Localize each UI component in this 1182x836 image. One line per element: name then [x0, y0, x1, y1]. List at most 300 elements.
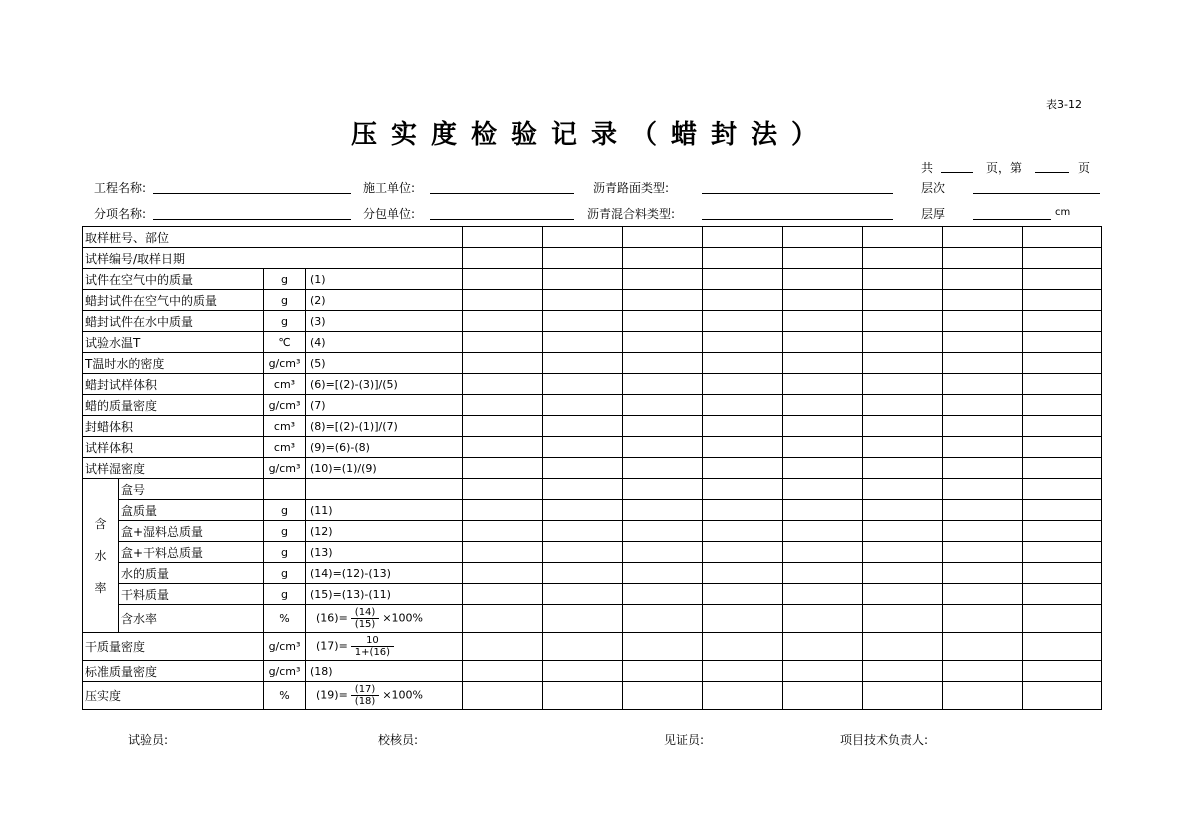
row-unit: g [264, 563, 306, 584]
data-cell[interactable] [463, 542, 543, 563]
row-formula: (15)=(13)-(11) [306, 584, 463, 605]
formula-prefix: (19)= [316, 688, 348, 702]
page-current-field[interactable] [1035, 172, 1069, 173]
data-cell[interactable] [623, 682, 703, 710]
data-cell[interactable] [863, 605, 943, 633]
data-cell[interactable] [463, 416, 543, 437]
row-label: 取样桩号、部位 [83, 227, 463, 248]
row-label: 试样湿密度 [83, 458, 264, 479]
data-cell[interactable] [623, 311, 703, 332]
data-cell[interactable] [783, 332, 863, 353]
row-label: 蜡封试件在水中质量 [83, 311, 264, 332]
row-unit: ℃ [264, 332, 306, 353]
data-cell[interactable] [463, 500, 543, 521]
data-cell[interactable] [863, 584, 943, 605]
data-cell[interactable] [463, 479, 543, 500]
data-cell[interactable] [863, 458, 943, 479]
row-unit: % [264, 605, 306, 633]
data-cell[interactable] [1023, 416, 1102, 437]
tech-lead-label: 项目技术负责人: [840, 733, 929, 747]
data-cell[interactable] [863, 374, 943, 395]
data-cell[interactable] [543, 605, 623, 633]
data-cell[interactable] [543, 311, 623, 332]
mix-type-field[interactable] [702, 219, 893, 220]
data-cell[interactable] [783, 479, 863, 500]
group-char: 水 [94, 548, 107, 563]
data-cell[interactable] [1023, 374, 1102, 395]
data-cell[interactable] [463, 290, 543, 311]
data-cell[interactable] [863, 437, 943, 458]
data-cell[interactable] [703, 353, 783, 374]
data-cell[interactable] [863, 269, 943, 290]
data-cell[interactable] [863, 248, 943, 269]
data-cell[interactable] [463, 661, 543, 682]
data-cell[interactable] [783, 395, 863, 416]
data-cell[interactable] [703, 374, 783, 395]
row-unit: cm³ [264, 374, 306, 395]
data-cell[interactable] [543, 682, 623, 710]
data-cell[interactable] [863, 353, 943, 374]
data-cell[interactable] [1023, 542, 1102, 563]
data-cell[interactable] [783, 290, 863, 311]
data-cell[interactable] [623, 269, 703, 290]
table-row [83, 437, 1102, 458]
data-cell[interactable] [1023, 248, 1102, 269]
pavement-type-label: 沥青路面类型: [593, 181, 670, 195]
data-cell[interactable] [703, 605, 783, 633]
row-formula: (8)=[(2)-(1)]/(7) [306, 416, 463, 437]
data-cell[interactable] [943, 563, 1023, 584]
data-cell[interactable] [543, 374, 623, 395]
sub-unit-field[interactable] [430, 219, 574, 220]
data-cell[interactable] [703, 395, 783, 416]
data-cell[interactable] [623, 542, 703, 563]
data-cell[interactable] [783, 269, 863, 290]
data-cell[interactable] [463, 521, 543, 542]
data-cell[interactable] [623, 416, 703, 437]
table-row [83, 542, 1102, 563]
row-unit: g [264, 269, 306, 290]
data-cell[interactable] [943, 395, 1023, 416]
data-cell[interactable] [943, 682, 1023, 710]
data-cell[interactable] [703, 542, 783, 563]
water-rate-row [83, 605, 1102, 633]
data-cell[interactable] [1023, 311, 1102, 332]
row-formula: (1) [306, 269, 463, 290]
fraction-numerator: 10 [351, 635, 394, 647]
row-label: T温时水的密度 [83, 353, 264, 374]
data-cell[interactable] [543, 437, 623, 458]
data-cell[interactable] [1023, 521, 1102, 542]
data-cell[interactable] [463, 353, 543, 374]
data-cell[interactable] [463, 633, 543, 661]
data-cell[interactable] [943, 311, 1023, 332]
data-cell[interactable] [623, 458, 703, 479]
data-cell[interactable] [703, 437, 783, 458]
row-unit: g [264, 311, 306, 332]
data-cell[interactable] [943, 542, 1023, 563]
row-label: 干质量密度 [83, 633, 264, 661]
data-cell[interactable] [543, 227, 623, 248]
data-cell[interactable] [783, 458, 863, 479]
sample-location-row [83, 227, 1102, 248]
thickness-unit: cm [1055, 207, 1071, 218]
row-unit: g [264, 584, 306, 605]
page-sep-label: 页，第 [986, 161, 1023, 175]
row-label: 试样体积 [83, 437, 264, 458]
row-label: 封蜡体积 [83, 416, 264, 437]
data-cell[interactable] [543, 395, 623, 416]
page-end-label: 页 [1078, 161, 1091, 175]
data-cell[interactable] [863, 227, 943, 248]
data-cell[interactable] [543, 521, 623, 542]
row-formula [306, 605, 463, 633]
data-cell[interactable] [1023, 332, 1102, 353]
witness-label: 见证员: [664, 733, 705, 747]
data-cell[interactable] [463, 248, 543, 269]
data-cell[interactable] [863, 563, 943, 584]
data-cell[interactable] [543, 458, 623, 479]
row-unit: cm³ [264, 437, 306, 458]
table-row [83, 374, 1102, 395]
data-cell[interactable] [943, 269, 1023, 290]
data-cell[interactable] [943, 605, 1023, 633]
data-cell[interactable] [1023, 479, 1102, 500]
table-row [83, 311, 1102, 332]
row-label: 盒质量 [119, 500, 264, 521]
data-cell[interactable] [1023, 437, 1102, 458]
table-row [83, 521, 1102, 542]
data-cell[interactable] [623, 633, 703, 661]
data-cell[interactable] [1023, 605, 1102, 633]
data-cell[interactable] [463, 395, 543, 416]
data-cell[interactable] [703, 500, 783, 521]
data-cell[interactable] [863, 500, 943, 521]
data-cell[interactable] [623, 332, 703, 353]
data-cell[interactable] [863, 395, 943, 416]
row-formula: (12) [306, 521, 463, 542]
sub-item-field[interactable] [153, 219, 351, 220]
data-cell[interactable] [863, 311, 943, 332]
data-cell[interactable] [783, 563, 863, 584]
data-cell[interactable] [1023, 584, 1102, 605]
data-cell[interactable] [623, 661, 703, 682]
data-cell[interactable] [1023, 563, 1102, 584]
data-cell[interactable] [463, 584, 543, 605]
row-label: 蜡封试件在空气中的质量 [83, 290, 264, 311]
data-cell[interactable] [703, 227, 783, 248]
row-unit: g [264, 542, 306, 563]
row-formula: (10)=(1)/(9) [306, 458, 463, 479]
group-char: 率 [94, 580, 107, 595]
row-formula: (11) [306, 500, 463, 521]
data-cell[interactable] [703, 479, 783, 500]
data-cell[interactable] [703, 332, 783, 353]
sub-item-label: 分项名称: [94, 207, 147, 221]
data-cell[interactable] [543, 353, 623, 374]
construction-unit-label: 施工单位: [363, 181, 416, 195]
record-table [82, 226, 1102, 710]
row-unit: g [264, 521, 306, 542]
data-cell[interactable] [783, 521, 863, 542]
row-formula: (9)=(6)-(8) [306, 437, 463, 458]
row-formula: (7) [306, 395, 463, 416]
data-cell[interactable] [703, 661, 783, 682]
data-cell[interactable] [783, 248, 863, 269]
data-cell[interactable] [543, 661, 623, 682]
data-cell[interactable] [543, 500, 623, 521]
data-cell[interactable] [703, 416, 783, 437]
data-cell[interactable] [463, 682, 543, 710]
fraction-denominator: 1+(16) [354, 647, 391, 658]
checker-label: 校核员: [378, 733, 419, 747]
layer-label: 层次 [921, 181, 946, 195]
data-cell[interactable] [543, 563, 623, 584]
row-label: 水的质量 [119, 563, 264, 584]
data-cell[interactable] [783, 437, 863, 458]
row-label: 含水率 [119, 605, 264, 633]
table-row [83, 332, 1102, 353]
data-cell[interactable] [943, 416, 1023, 437]
row-formula: (5) [306, 353, 463, 374]
data-cell[interactable] [543, 416, 623, 437]
row-formula: (18) [306, 661, 463, 682]
data-cell[interactable] [703, 290, 783, 311]
data-cell[interactable] [623, 395, 703, 416]
data-cell[interactable] [943, 437, 1023, 458]
row-label: 干料质量 [119, 584, 264, 605]
mix-type-label: 沥青混合料类型: [587, 207, 676, 221]
data-cell[interactable] [783, 353, 863, 374]
data-cell[interactable] [783, 311, 863, 332]
data-cell[interactable] [543, 290, 623, 311]
row-unit: % [264, 682, 306, 710]
data-cell[interactable] [943, 661, 1023, 682]
data-cell[interactable] [943, 479, 1023, 500]
table-row [83, 269, 1102, 290]
data-cell[interactable] [703, 311, 783, 332]
thickness-field[interactable] [973, 219, 1051, 220]
table-row [83, 563, 1102, 584]
data-cell[interactable] [783, 500, 863, 521]
data-cell[interactable] [863, 682, 943, 710]
table-row [83, 353, 1102, 374]
data-cell[interactable] [463, 437, 543, 458]
data-cell[interactable] [1023, 395, 1102, 416]
data-cell[interactable] [703, 682, 783, 710]
data-cell[interactable] [783, 682, 863, 710]
compaction-row [83, 682, 1102, 710]
data-cell[interactable] [623, 374, 703, 395]
data-cell[interactable] [623, 353, 703, 374]
data-cell[interactable] [943, 248, 1023, 269]
group-char: 含 [94, 516, 107, 531]
data-cell[interactable] [543, 479, 623, 500]
dry-density-row [83, 633, 1102, 661]
data-cell[interactable] [1023, 458, 1102, 479]
water-content-group-label [83, 479, 119, 633]
data-cell[interactable] [943, 500, 1023, 521]
data-cell[interactable] [943, 290, 1023, 311]
data-cell[interactable] [463, 269, 543, 290]
data-cell[interactable] [1023, 633, 1102, 661]
data-cell[interactable] [623, 290, 703, 311]
data-cell[interactable] [543, 584, 623, 605]
data-cell[interactable] [703, 563, 783, 584]
row-unit: g/cm³ [264, 458, 306, 479]
data-cell[interactable] [1023, 269, 1102, 290]
row-label: 蜡的质量密度 [83, 395, 264, 416]
data-cell[interactable] [783, 633, 863, 661]
data-cell[interactable] [943, 458, 1023, 479]
data-cell[interactable] [863, 542, 943, 563]
row-formula [306, 479, 463, 500]
row-label: 试验水温T [83, 332, 264, 353]
pavement-type-field[interactable] [702, 193, 893, 194]
data-cell[interactable] [1023, 353, 1102, 374]
page-total-label: 共 [921, 161, 934, 175]
data-cell[interactable] [623, 227, 703, 248]
table-row [83, 584, 1102, 605]
fraction-numerator: (17) [351, 684, 380, 696]
data-cell[interactable] [783, 661, 863, 682]
row-label: 盒+湿料总质量 [119, 521, 264, 542]
data-cell[interactable] [863, 633, 943, 661]
formula-suffix: ×100% [382, 688, 423, 702]
formula-suffix: ×100% [382, 611, 423, 625]
layer-field[interactable] [973, 193, 1100, 194]
data-cell[interactable] [863, 332, 943, 353]
data-cell[interactable] [623, 563, 703, 584]
row-unit: g/cm³ [264, 633, 306, 661]
data-cell[interactable] [463, 374, 543, 395]
row-unit: g [264, 500, 306, 521]
page-title: 压实度检验记录（蜡封法） [350, 120, 831, 150]
row-unit: g/cm³ [264, 661, 306, 682]
data-cell[interactable] [543, 248, 623, 269]
data-cell[interactable] [623, 479, 703, 500]
row-formula: (4) [306, 332, 463, 353]
row-label: 压实度 [83, 682, 264, 710]
data-cell[interactable] [703, 269, 783, 290]
row-formula: (6)=[(2)-(3)]/(5) [306, 374, 463, 395]
data-cell[interactable] [943, 584, 1023, 605]
standard-density-row [83, 661, 1102, 682]
data-cell[interactable] [943, 374, 1023, 395]
data-cell[interactable] [943, 633, 1023, 661]
data-cell[interactable] [463, 332, 543, 353]
data-cell[interactable] [1023, 661, 1102, 682]
row-label: 试件在空气中的质量 [83, 269, 264, 290]
data-cell[interactable] [463, 458, 543, 479]
data-cell[interactable] [863, 290, 943, 311]
data-cell[interactable] [1023, 227, 1102, 248]
row-unit: g [264, 290, 306, 311]
formula-fraction [351, 607, 380, 630]
fraction-denominator: (18) [354, 696, 376, 707]
sample-id-row [83, 248, 1102, 269]
data-cell[interactable] [543, 269, 623, 290]
form-code: 表3-12 [1046, 98, 1082, 111]
box-number-row [83, 479, 1102, 500]
formula-fraction [351, 635, 394, 658]
data-cell[interactable] [623, 500, 703, 521]
table-row [83, 290, 1102, 311]
row-unit: g/cm³ [264, 353, 306, 374]
thickness-label: 层厚 [921, 207, 946, 221]
data-cell[interactable] [623, 605, 703, 633]
formula-prefix: (17)= [316, 639, 348, 653]
row-formula: (14)=(12)-(13) [306, 563, 463, 584]
table-row [83, 458, 1102, 479]
data-cell[interactable] [783, 584, 863, 605]
data-cell[interactable] [463, 311, 543, 332]
project-name-field[interactable] [153, 193, 351, 194]
data-cell[interactable] [783, 416, 863, 437]
data-cell[interactable] [463, 227, 543, 248]
data-cell[interactable] [1023, 290, 1102, 311]
table-row [83, 416, 1102, 437]
data-cell[interactable] [1023, 500, 1102, 521]
construction-unit-field[interactable] [430, 193, 574, 194]
table-row [83, 395, 1102, 416]
data-cell[interactable] [623, 521, 703, 542]
data-cell[interactable] [543, 633, 623, 661]
row-label: 盒+干料总质量 [119, 542, 264, 563]
data-cell[interactable] [783, 374, 863, 395]
sub-unit-label: 分包单位: [363, 207, 416, 221]
row-label: 试样编号/取样日期 [83, 248, 463, 269]
data-cell[interactable] [623, 437, 703, 458]
project-name-label: 工程名称: [94, 181, 147, 195]
data-cell[interactable] [863, 661, 943, 682]
data-cell[interactable] [863, 416, 943, 437]
data-cell[interactable] [703, 584, 783, 605]
row-unit [264, 479, 306, 500]
data-cell[interactable] [703, 248, 783, 269]
row-label: 标准质量密度 [83, 661, 264, 682]
data-cell[interactable] [623, 584, 703, 605]
fraction-denominator: (15) [354, 619, 376, 630]
data-cell[interactable] [463, 563, 543, 584]
data-cell[interactable] [463, 605, 543, 633]
data-cell[interactable] [543, 332, 623, 353]
data-cell[interactable] [1023, 682, 1102, 710]
data-cell[interactable] [703, 458, 783, 479]
data-cell[interactable] [703, 521, 783, 542]
data-cell[interactable] [943, 353, 1023, 374]
row-unit: g/cm³ [264, 395, 306, 416]
row-label: 蜡封试样体积 [83, 374, 264, 395]
page-total-field[interactable] [941, 172, 973, 173]
data-cell[interactable] [623, 248, 703, 269]
data-cell[interactable] [783, 227, 863, 248]
row-label: 盒号 [119, 479, 264, 500]
fraction-numerator: (14) [351, 607, 380, 619]
data-cell[interactable] [863, 521, 943, 542]
data-cell[interactable] [943, 332, 1023, 353]
data-cell[interactable] [943, 227, 1023, 248]
row-formula: (13) [306, 542, 463, 563]
data-cell[interactable] [783, 542, 863, 563]
data-cell[interactable] [783, 605, 863, 633]
data-cell[interactable] [703, 633, 783, 661]
row-formula [306, 682, 463, 710]
data-cell[interactable] [543, 542, 623, 563]
data-cell[interactable] [863, 479, 943, 500]
formula-prefix: (16)= [316, 611, 348, 625]
data-cell[interactable] [943, 521, 1023, 542]
